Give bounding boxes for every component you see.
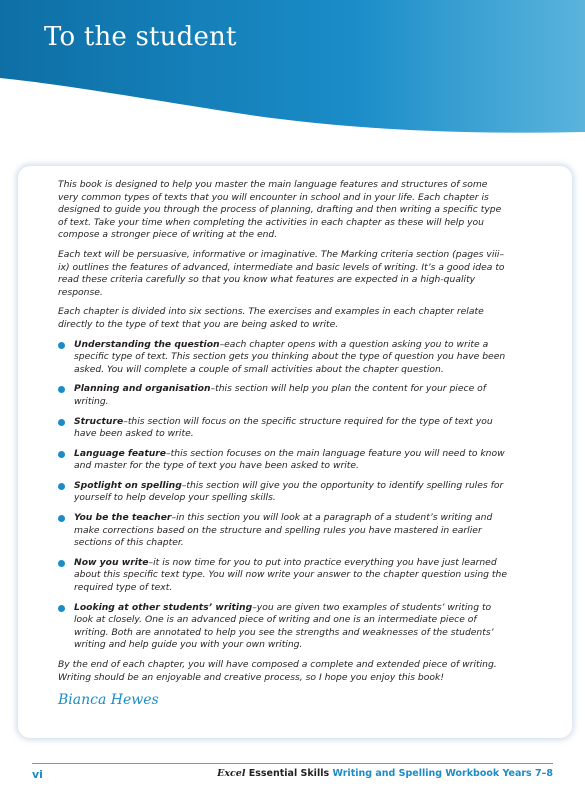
author-signature: Bianca Hewes xyxy=(58,692,159,709)
section-item xyxy=(58,480,510,505)
closing-paragraph: By the end of each chapter, you will have composed a complete and extended piece of writing. Writing should be an enjoyable and creative process, so I hope you enjoy this book! xyxy=(58,659,497,683)
bullet-icon xyxy=(58,386,65,393)
body-text xyxy=(58,179,510,707)
intro-paragraph: This book is designed to help you master the main language features and structures of some very common types of texts that you will encounter in school and in your life. Each chapter is designed to guide you through the process of planning, drafting and then writing a specific type of text. Take your time when completing the activities in each chapter as these will help you compose a stronger piece of writing at the end. xyxy=(58,179,502,241)
brand-logo: Excel xyxy=(217,768,246,779)
section-list xyxy=(58,339,510,652)
section-term: Planning and organisation xyxy=(74,383,211,395)
section-description: –this section focuses on the main language feature you will need to know and master for the type of text you have been asked to write. xyxy=(74,447,505,472)
section-term: Spotlight on spelling xyxy=(74,479,182,491)
bullet-icon xyxy=(58,483,65,490)
section-item xyxy=(58,339,510,377)
section-description: –in this section you will look at a paragraph of a student’s writing and make corrections based on the structure and spelling rules you have mastered in earlier sections of this chapter. xyxy=(74,512,493,549)
section-term: You be the teacher xyxy=(74,512,172,524)
section-item xyxy=(58,602,510,652)
page-title: To the student xyxy=(44,22,237,52)
bullet-icon xyxy=(58,451,65,458)
intro-paragraph: Each chapter is divided into six sections. The exercises and examples in each chapter relate directly to the type of text that you are being asked to write. xyxy=(58,306,484,330)
section-term: Now you write xyxy=(74,556,149,568)
section-item xyxy=(58,383,510,408)
bullet-icon xyxy=(58,342,65,349)
page-number: vi xyxy=(32,768,43,781)
section-item xyxy=(58,512,510,550)
section-term: Looking at other students’ writing xyxy=(74,601,253,613)
section-description: –it is now time for you to put into practice everything you have just learned about this specific text type. You will now write your answer to the chapter question using the required type of text. xyxy=(74,556,507,594)
section-description: –this section will help you plan the content for your piece of writing. xyxy=(74,383,486,407)
book-title: Writing and Spelling Workbook Years 7–8 xyxy=(332,768,553,779)
bullet-icon xyxy=(58,560,65,567)
section-term: Structure xyxy=(74,415,124,427)
footer-divider xyxy=(32,763,553,764)
section-description: –this section will give you the opportunity to identify spelling rules for yourself to help develop your spelling skills. xyxy=(74,479,504,504)
intro-paragraph: Each text will be persuasive, informative or imaginative. The Marking criteria section (pages viii–ix) outlines the features of advanced, intermediate and basic levels of writing. It’s a good idea to read these criteria carefully so that you know what features are expected in a high-quality response. xyxy=(58,248,505,298)
header-band xyxy=(0,0,585,140)
section-term: Understanding the question xyxy=(74,338,220,350)
footer-book-title xyxy=(217,768,553,779)
section-item xyxy=(58,557,510,595)
bullet-icon xyxy=(58,515,65,522)
section-description: –this section will focus on the specific structure required for the type of text you have been asked to write. xyxy=(74,415,493,440)
section-description: –each chapter opens with a question asking you to write a specific type of text. This section gets you thinking about the type of question you have been asked. You will complete a couple of small activities about the chapter question. xyxy=(74,338,506,375)
section-item xyxy=(58,416,510,441)
section-item xyxy=(58,448,510,473)
section-term: Language feature xyxy=(74,447,167,459)
series-name: Essential Skills xyxy=(248,768,330,779)
section-description: –you are given two examples of students’ writing to look at closely. One is an advanced piece of writing and one is an intermediate piece of writing. Both are annotated to help you see the strengths and weaknesses of the students’ writing and help guide you with your own writing. xyxy=(74,601,494,651)
bullet-icon xyxy=(58,419,65,426)
bullet-icon xyxy=(58,605,65,612)
